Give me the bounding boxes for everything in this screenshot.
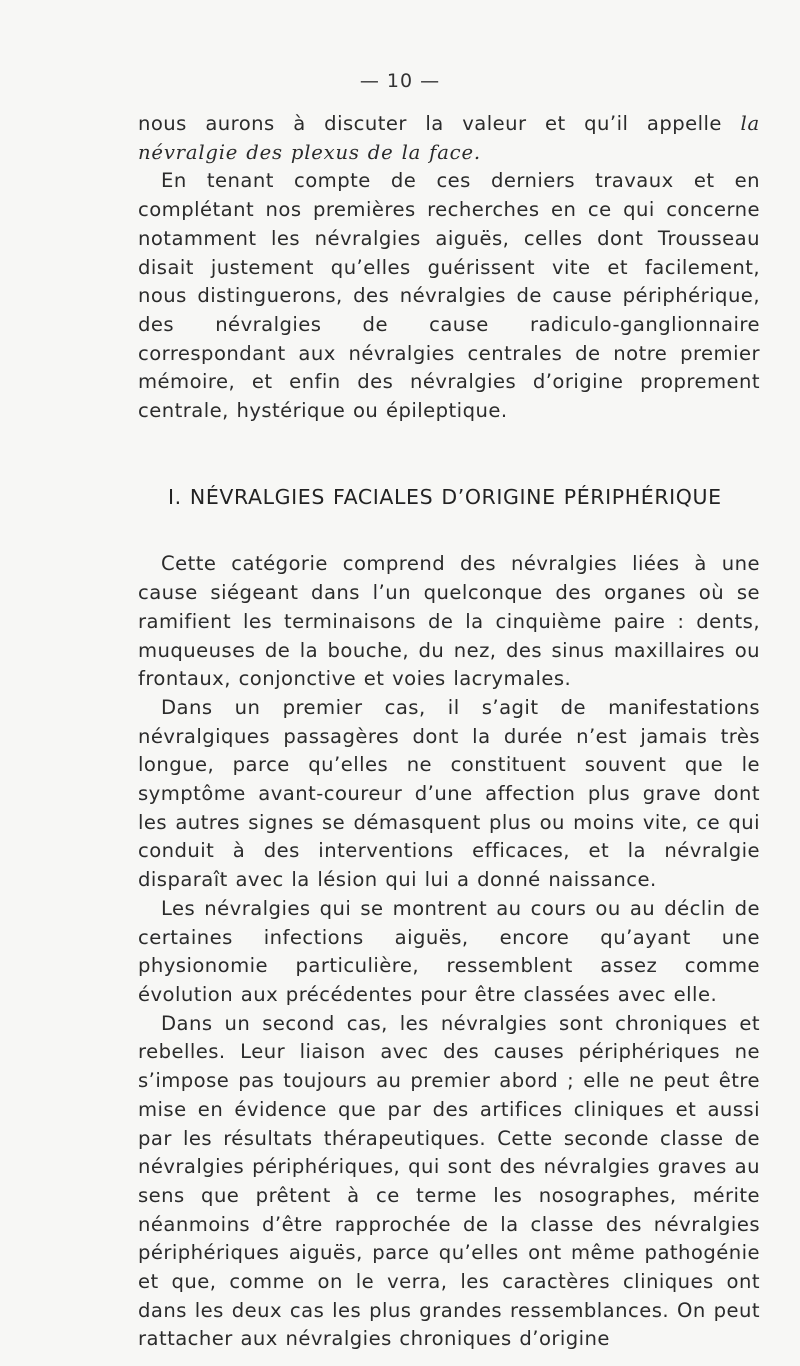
paragraph: Dans un second cas, les névralgies sont chroniques et rebelles. Leur liaison avec des causes périphériques ne s’impose pas toujours au premier abord ; elle ne peut être mise en évidence que par des artifices cliniques et aussi par les résultats thérapeutiques. Cette seconde classe de névralgies périphériques, qui sont des névralgies graves au sens que prêtent à ce terme les nosographes, mérite néanmoins d’être rapprochée de la classe des névralgies périphériques aiguës, parce qu’elles ont même pathogénie et que, comme on le verra, les caractères cliniques ont dans les deux cas les plus grandes ressemblances. On peut rattacher aux névralgies chroniques d’origine [138,1011,760,1351]
opening-text: nous aurons à discuter la valeur et qu’il appelle [138,112,741,135]
paragraph: Dans un premier cas, il s’agit de manifestations névralgiques passagères dont la durée n’est jamais très longue, parce qu’elles ne constituent souvent que le symptôme avant-coureur d’une affection plus grave dont les autres signes se démasquent plus ou moins vite, ce qui conduit à des interventions efficaces, et la névralgie disparaît avec la lésion qui lui a donné naissance. [138,695,760,892]
page-number: — 10 — [359,70,441,92]
body-text [138,110,760,1354]
paragraph: Cette catégorie comprend des névralgies liées à une cause siégeant dans l’un quelconque des organes où se ramifient les terminaisons de la cinquième paire : dents, muqueuses de la bouche, du nez, des sinus maxillaires ou frontaux, conjonctive et voies lacrymales. [138,552,760,691]
opening-paragraph [138,110,760,167]
opening-italic: la névralgie des plexus de la face. [138,112,760,164]
section-heading: I. NÉVRALGIES FACIALES D’ORIGINE PÉRIPHÉRIQUE [168,484,722,509]
paragraph: En tenant compte de ces derniers travaux et en complétant nos premières recherches en ce qui concerne notamment les névralgies aiguës, celles dont Trousseau disait justement qu’elles guérissent vite et facilement, nous distinguerons, des névralgies de cause périphérique, des névralgies de cause radiculo-ganglionnaire correspondant aux névralgies centrales de notre premier mémoire, et enfin des névralgies d’origine proprement centrale, hystérique ou épileptique. [138,169,760,423]
paragraph: Les névralgies qui se montrent au cours ou au déclin de certaines infections aiguës, encore qu’ayant une physionomie particulière, ressemblent assez comme évolution aux précédentes pour être classées avec elle. [138,896,760,1006]
